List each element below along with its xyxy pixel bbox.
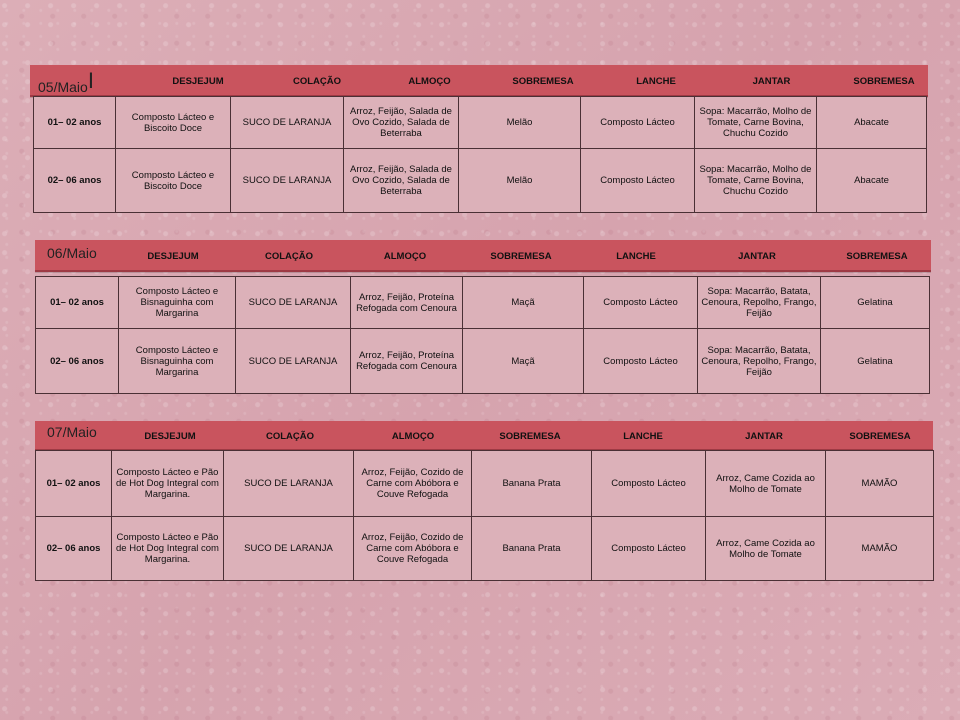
col-header-almoco: ALMOÇO (408, 76, 451, 87)
day-header-07-maio (35, 421, 933, 451)
almoco-cell: Arroz, Feijão, Proteína Refogada com Cenoura (351, 277, 463, 329)
col-header-jantar: JANTAR (738, 251, 776, 262)
col-header-lanche: LANCHE (616, 251, 656, 262)
col-header-lanche: LANCHE (636, 76, 676, 87)
almoco-cell: Arroz, Feijão, Cozido de Carne com Abóbora e Couve Refogada (354, 517, 472, 581)
col-header-jantar: JANTAR (745, 431, 783, 442)
sobremesa-2-cell: MAMÃO (826, 517, 934, 581)
desjejum-cell: Composto Lácteo e Pão de Hot Dog Integral com Margarina. (112, 517, 224, 581)
table-row (34, 149, 927, 213)
col-header-almoco: ALMOÇO (383, 251, 427, 262)
jantar-cell: Arroz, Came Cozida ao Molho de Tomate (706, 517, 826, 581)
age-group-cell: 01– 02 anos (36, 277, 119, 329)
col-header-colacao: COLAÇÃO (265, 431, 315, 442)
colacao-cell: SUCO DE LARANJA (236, 329, 351, 394)
age-group-cell: 02– 06 anos (34, 149, 116, 213)
desjejum-cell: Composto Lácteo e Bisnaguinha com Margarina (119, 329, 236, 394)
colacao-cell: SUCO DE LARANJA (224, 451, 354, 517)
almoco-cell: Arroz, Feijão, Salada de Ovo Cozido, Salada de Beterraba (344, 97, 459, 149)
jantar-cell: Sopa: Macarrão, Molho de Tomate, Carne Bovina, Chuchu Cozido (695, 97, 817, 149)
lanche-cell: Composto Lácteo (581, 149, 695, 213)
col-header-sobremesa-2: SOBREMESA (846, 251, 908, 262)
col-header-almoco: ALMOÇO (391, 431, 435, 442)
col-header-sobremesa: SOBREMESA (490, 251, 552, 262)
sobremesa-cell: Melão (459, 149, 581, 213)
colacao-cell: SUCO DE LARANJA (224, 517, 354, 581)
colacao-cell: SUCO DE LARANJA (231, 97, 344, 149)
sobremesa-cell: Melão (459, 97, 581, 149)
almoco-cell: Arroz, Feijão, Salada de Ovo Cozido, Salada de Beterraba (344, 149, 459, 213)
sobremesa-2-cell: Gelatina (821, 277, 930, 329)
day-label: 06/Maio (47, 245, 97, 261)
colacao-cell: SUCO DE LARANJA (231, 149, 344, 213)
day-header-06-maio (35, 240, 931, 272)
lanche-cell: Composto Lácteo (581, 97, 695, 149)
col-header-colacao: COLAÇÃO (264, 251, 314, 262)
sobremesa-cell: Maçã (463, 329, 584, 394)
col-header-sobremesa-2: SOBREMESA (849, 431, 911, 442)
sobremesa-cell: Banana Prata (472, 451, 592, 517)
col-header-desjejum: DESJEJUM (144, 431, 196, 442)
table-row (34, 97, 927, 149)
menu-table-06-maio (35, 276, 930, 394)
day-label: 07/Maio (47, 424, 97, 440)
age-group-cell: 01– 02 anos (36, 451, 112, 517)
menu-table-07-maio (35, 450, 934, 581)
sobremesa-2-cell: Abacate (817, 149, 927, 213)
table-row (36, 277, 930, 329)
age-group-cell: 02– 06 anos (36, 329, 119, 394)
col-header-sobremesa-2: SOBREMESA (853, 76, 915, 87)
table-row (36, 451, 934, 517)
sobremesa-2-cell: Abacate (817, 97, 927, 149)
col-header-desjejum: DESJEJUM (172, 76, 224, 87)
lanche-cell: Composto Lácteo (592, 451, 706, 517)
col-header-jantar: JANTAR (752, 76, 791, 87)
day-label: 05/MaioI (38, 68, 94, 95)
age-group-cell: 02– 06 anos (36, 517, 112, 581)
lanche-cell: Composto Lácteo (592, 517, 706, 581)
lanche-cell: Composto Lácteo (584, 329, 698, 394)
jantar-cell: Sopa: Macarrão, Batata, Cenoura, Repolho, Frango, Feijão (698, 329, 821, 394)
jantar-cell: Sopa: Macarrão, Batata, Cenoura, Repolho, Frango, Feijão (698, 277, 821, 329)
text-cursor-mark: I (87, 68, 94, 93)
col-header-colacao: COLAÇÃO (292, 76, 342, 87)
day-header-05-maio (30, 65, 928, 97)
lanche-cell: Composto Lácteo (584, 277, 698, 329)
sobremesa-2-cell: MAMÃO (826, 451, 934, 517)
jantar-cell: Sopa: Macarrão, Molho de Tomate, Carne Bovina, Chuchu Cozido (695, 149, 817, 213)
almoco-cell: Arroz, Feijão, Proteína Refogada com Cenoura (351, 329, 463, 394)
sobremesa-2-cell: Gelatina (821, 329, 930, 394)
desjejum-cell: Composto Lácteo e Biscoito Doce (116, 97, 231, 149)
sobremesa-cell: Banana Prata (472, 517, 592, 581)
table-row (36, 329, 930, 394)
desjejum-cell: Composto Lácteo e Biscoito Doce (116, 149, 231, 213)
col-header-sobremesa: SOBREMESA (512, 76, 574, 87)
age-group-cell: 01– 02 anos (34, 97, 116, 149)
menu-table-05-maio (33, 96, 927, 213)
table-row (36, 517, 934, 581)
col-header-desjejum: DESJEJUM (147, 251, 199, 262)
col-header-lanche: LANCHE (623, 431, 663, 442)
almoco-cell: Arroz, Feijão, Cozido de Carne com Abóbora e Couve Refogada (354, 451, 472, 517)
desjejum-cell: Composto Lácteo e Pão de Hot Dog Integral com Margarina. (112, 451, 224, 517)
sobremesa-cell: Maçã (463, 277, 584, 329)
jantar-cell: Arroz, Came Cozida ao Molho de Tomate (706, 451, 826, 517)
colacao-cell: SUCO DE LARANJA (236, 277, 351, 329)
col-header-sobremesa: SOBREMESA (499, 431, 561, 442)
desjejum-cell: Composto Lácteo e Bisnaguinha com Margarina (119, 277, 236, 329)
